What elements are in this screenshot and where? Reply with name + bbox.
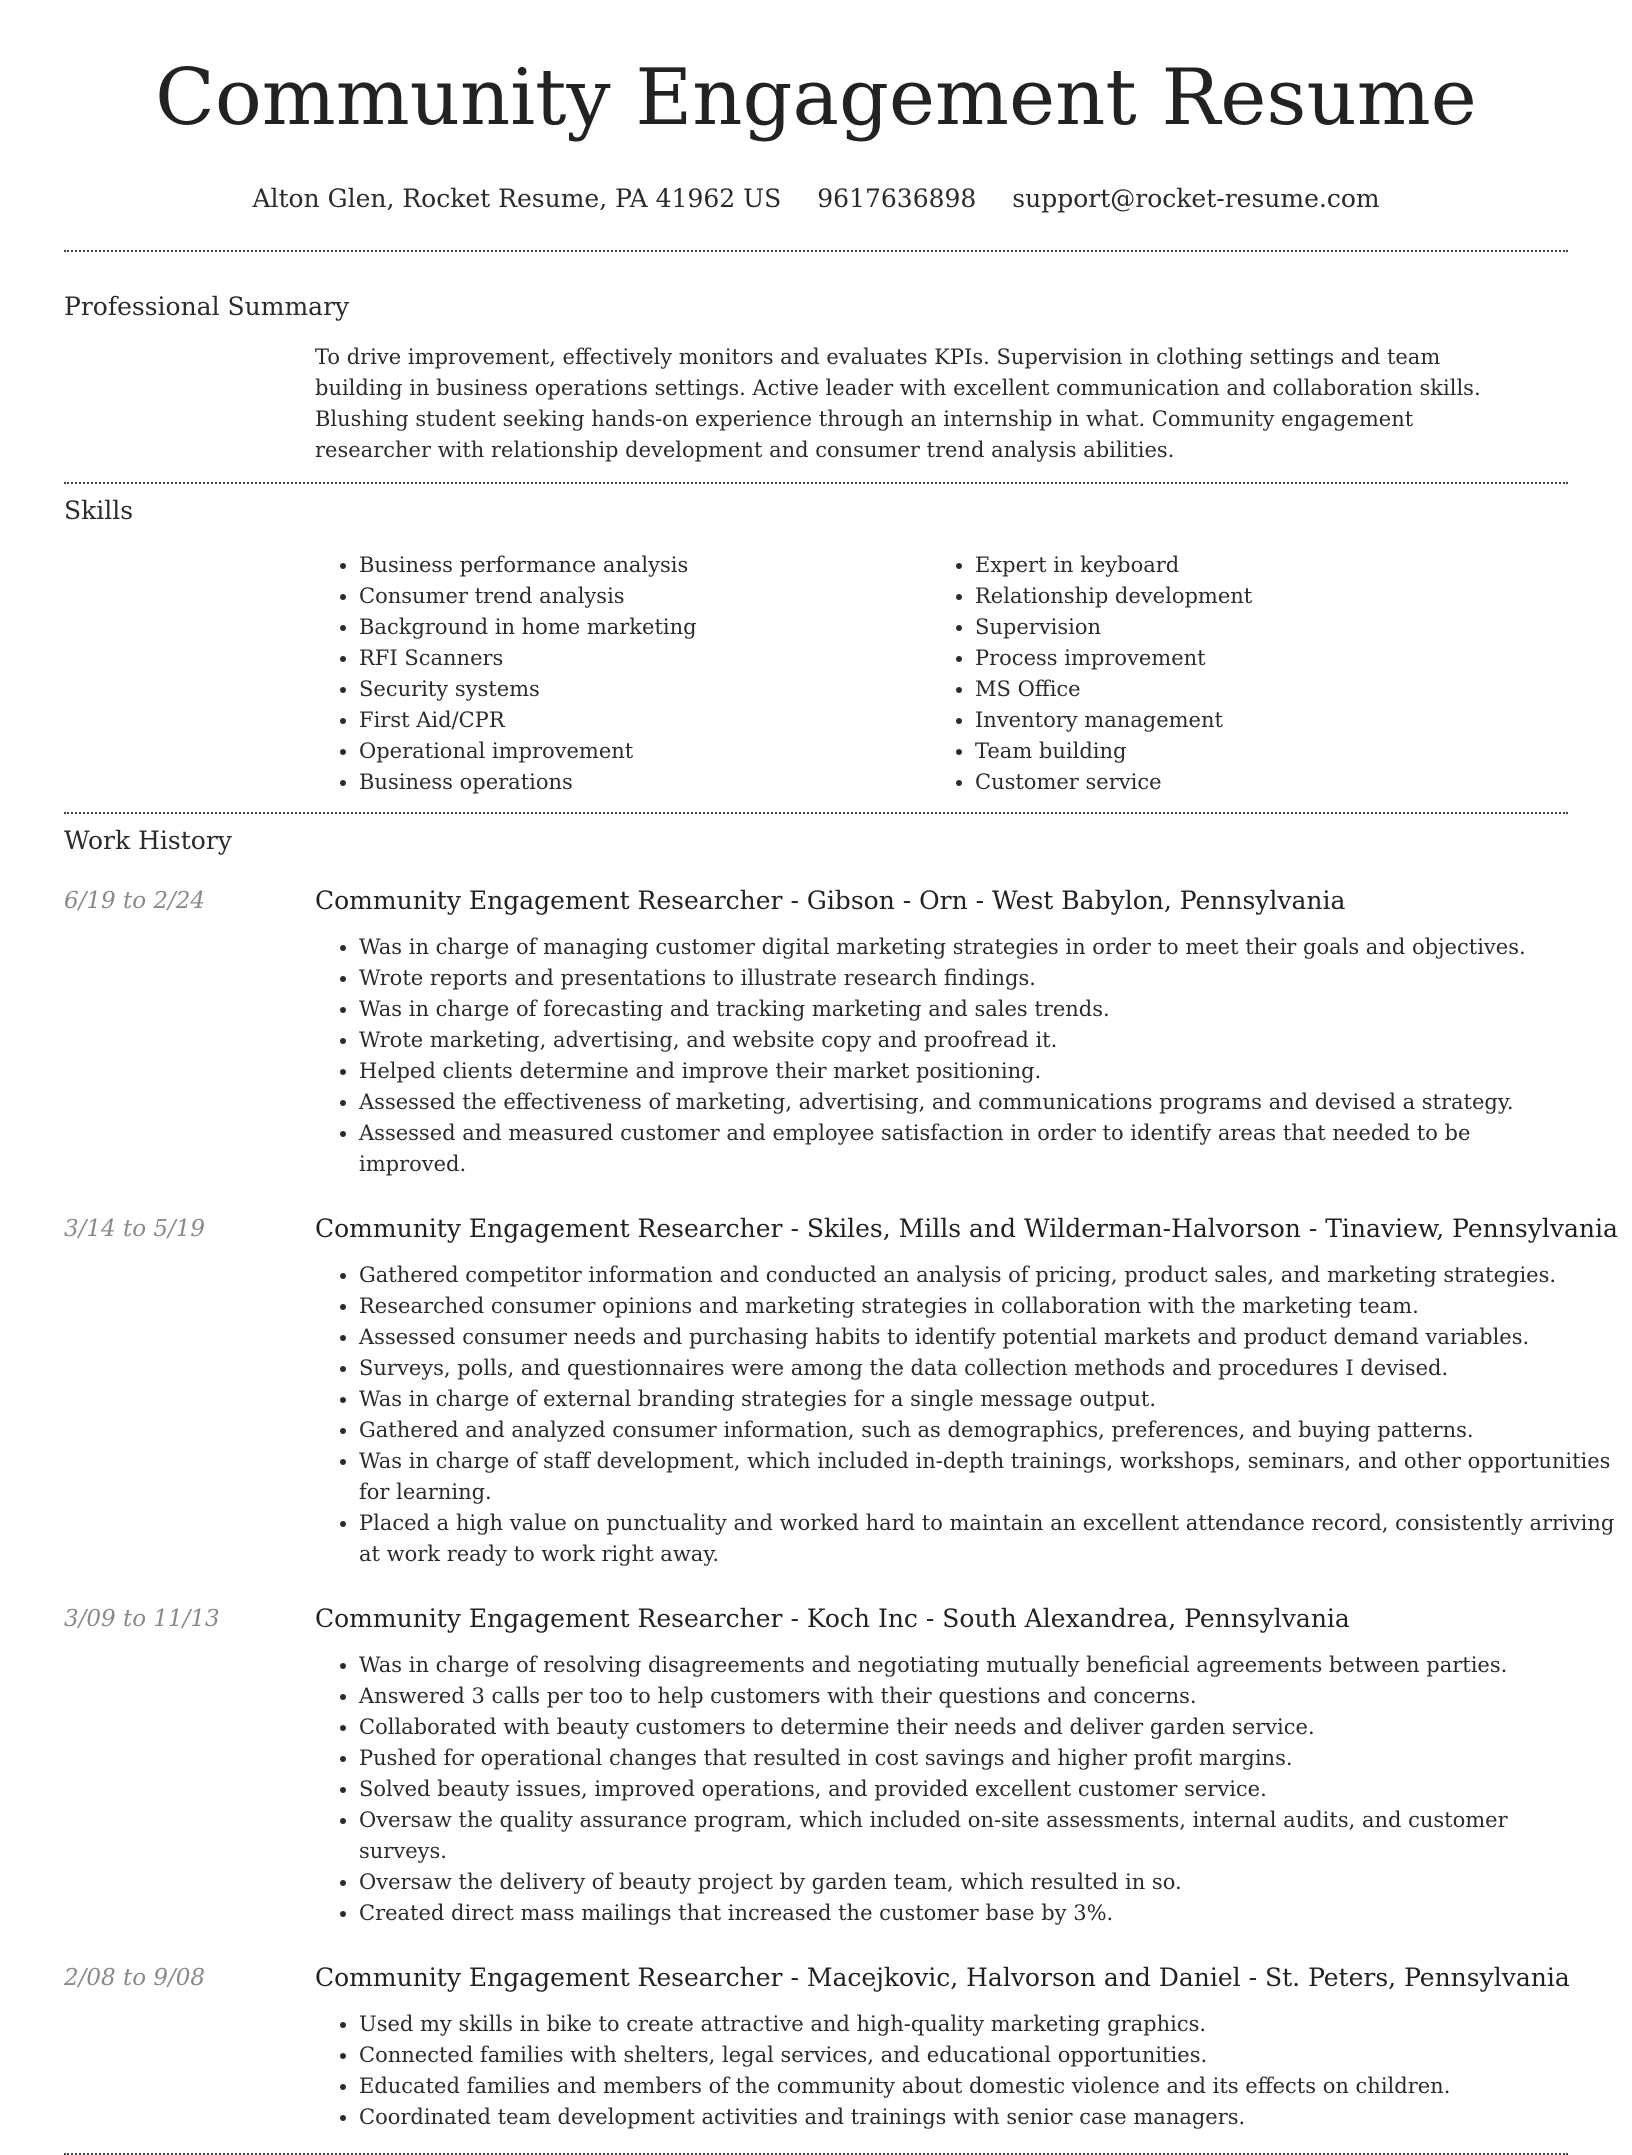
summary-heading: Professional Summary [64, 292, 350, 321]
job-title: Community Engagement Researcher - Macejkovic, Halvorson and Daniel - St. Peters, Pennsylvania [315, 1963, 1570, 1992]
job-bullet: • Was in charge of forecasting and tracking marketing and sales trends. [359, 994, 1568, 1025]
section-divider [64, 812, 1568, 814]
job-bullets [315, 2009, 1570, 2133]
skill-item: • Customer service [975, 767, 1547, 798]
job-dates: 6/19 to 2/24 [64, 888, 206, 914]
job-entry [64, 1214, 1618, 1570]
skills-column-left [315, 550, 931, 798]
resume-title: Community Engagement Resume [155, 53, 1477, 143]
job-body [315, 1214, 1618, 1570]
job-bullet: • Was in charge of external branding strategies for a single message output. [359, 1384, 1618, 1415]
section-divider [64, 482, 1568, 484]
job-bullet: • Helped clients determine and improve their market positioning. [359, 1056, 1568, 1087]
job-bullet: • Was in charge of staff development, which included in-depth trainings, workshops, seminars, and other opportunities for learning. [359, 1446, 1618, 1508]
job-entry [64, 1963, 1568, 2133]
skill-item: • Inventory management [975, 705, 1547, 736]
job-title: Community Engagement Researcher - Koch Inc - South Alexandrea, Pennsylvania [315, 1604, 1350, 1633]
summary-text: To drive improvement, effectively monitors and evaluates KPIs. Supervision in clothing settings and team building in business operations settings. Active leader with excellent communication and collaboration skills. Blushing student seeking hands-on experience through an internship in what. Community engagement researcher with relationship development and consumer trend analysis abilities. [315, 345, 1481, 462]
skill-item: • Security systems [359, 674, 931, 705]
skill-item: • Background in home marketing [359, 612, 931, 643]
job-bullet: • Gathered and analyzed consumer information, such as demographics, preferences, and buying patterns. [359, 1415, 1618, 1446]
job-dates: 2/08 to 9/08 [64, 1965, 206, 1991]
job-bullets [315, 1260, 1618, 1570]
job-bullet: • Assessed the effectiveness of marketing, advertising, and communications programs and devised a strategy. [359, 1087, 1568, 1118]
work-history-heading: Work History [64, 826, 232, 855]
job-bullet: • Gathered competitor information and conducted an analysis of pricing, product sales, and marketing strategies. [359, 1260, 1618, 1291]
skill-item: • First Aid/CPR [359, 705, 931, 736]
job-bullet: • Oversaw the quality assurance program, which included on-site assessments, internal audits, and customer surveys. [359, 1805, 1568, 1867]
job-bullet: • Used my skills in bike to create attractive and high-quality marketing graphics. [359, 2009, 1570, 2040]
skill-item: • Relationship development [975, 581, 1547, 612]
job-bullet: • Collaborated with beauty customers to determine their needs and deliver garden service. [359, 1712, 1568, 1743]
job-bullet: • Pushed for operational changes that resulted in cost savings and higher profit margins. [359, 1743, 1568, 1774]
job-bullet: • Assessed consumer needs and purchasing habits to identify potential markets and product demand variables. [359, 1322, 1618, 1353]
job-bullet: • Placed a high value on punctuality and worked hard to maintain an excellent attendance record, consistently arriving at work ready to work right away. [359, 1508, 1618, 1570]
job-bullet: • Answered 3 calls per too to help customers with their questions and concerns. [359, 1681, 1568, 1712]
job-bullet: • Researched consumer opinions and marketing strategies in collaboration with the marketing team. [359, 1291, 1618, 1322]
contact-line [64, 184, 1568, 214]
skill-item: • Process improvement [975, 643, 1547, 674]
job-title: Community Engagement Researcher - Skiles, Mills and Wilderman-Halvorson - Tinaview, Pennsylvania [315, 1214, 1618, 1243]
contact-email: support@rocket-resume.com [1012, 184, 1380, 213]
job-dates: 3/09 to 11/13 [64, 1606, 220, 1632]
job-title: Community Engagement Researcher - Gibson - Orn - West Babylon, Pennsylvania [315, 886, 1346, 915]
job-bullet: • Created direct mass mailings that increased the customer base by 3%. [359, 1898, 1568, 1929]
contact-phone: 9617636898 [817, 184, 977, 213]
job-body [315, 1963, 1570, 2133]
job-bullet: • Wrote marketing, advertising, and website copy and proofread it. [359, 1025, 1568, 1056]
job-body [315, 886, 1568, 1180]
skill-item: • Operational improvement [359, 736, 931, 767]
job-entry [64, 886, 1568, 1180]
job-bullet: • Surveys, polls, and questionnaires were among the data collection methods and procedures I devised. [359, 1353, 1618, 1384]
skill-item: • Consumer trend analysis [359, 581, 931, 612]
skill-item: • RFI Scanners [359, 643, 931, 674]
job-bullet: • Was in charge of resolving disagreements and negotiating mutually beneficial agreements between parties. [359, 1650, 1568, 1681]
skill-item: • Supervision [975, 612, 1547, 643]
section-divider [64, 250, 1568, 252]
job-bullet: • Educated families and members of the community about domestic violence and its effects on children. [359, 2071, 1570, 2102]
skill-item: • MS Office [975, 674, 1547, 705]
skill-item: • Business operations [359, 767, 931, 798]
job-bullet: • Connected families with shelters, legal services, and educational opportunities. [359, 2040, 1570, 2071]
skills-list [315, 550, 1568, 798]
job-bullet: • Coordinated team development activities and trainings with senior case managers. [359, 2102, 1570, 2133]
job-bullets [315, 1650, 1568, 1929]
skill-item: • Expert in keyboard [975, 550, 1547, 581]
job-bullet: • Oversaw the delivery of beauty project by garden team, which resulted in so. [359, 1867, 1568, 1898]
job-entry [64, 1604, 1568, 1929]
contact-address: Alton Glen, Rocket Resume, PA 41962 US [252, 184, 782, 213]
job-body [315, 1604, 1568, 1929]
job-bullets [315, 932, 1568, 1180]
job-dates: 3/14 to 5/19 [64, 1216, 206, 1242]
skills-heading: Skills [64, 496, 134, 525]
skills-column-right [931, 550, 1547, 798]
job-bullet: • Assessed and measured customer and employee satisfaction in order to identify areas that needed to be improved. [359, 1118, 1568, 1180]
job-bullet: • Wrote reports and presentations to illustrate research findings. [359, 963, 1568, 994]
skill-item: • Business performance analysis [359, 550, 931, 581]
job-bullet: • Was in charge of managing customer digital marketing strategies in order to meet their goals and objectives. [359, 932, 1568, 963]
skill-item: • Team building [975, 736, 1547, 767]
job-bullet: • Solved beauty issues, improved operations, and provided excellent customer service. [359, 1774, 1568, 1805]
